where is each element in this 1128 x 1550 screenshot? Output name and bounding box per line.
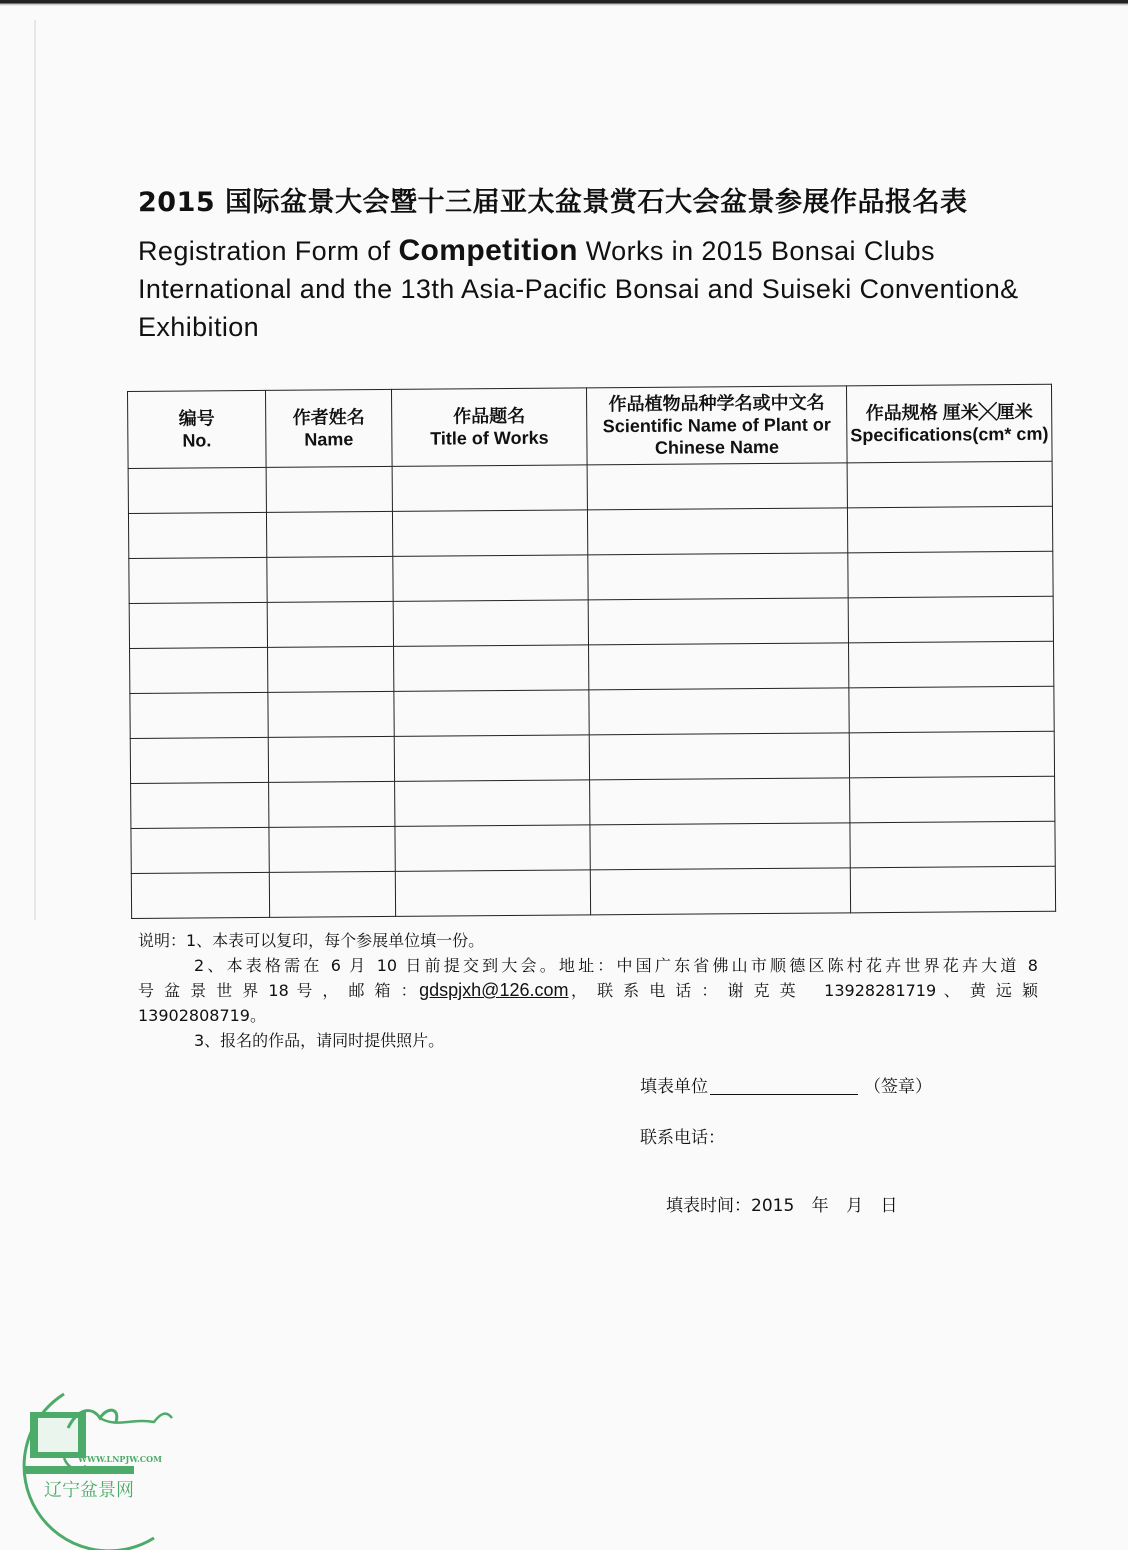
- date-label: 填表时间：2015 年 月 日: [666, 1196, 898, 1216]
- table-cell[interactable]: [587, 463, 847, 510]
- table-cell[interactable]: [849, 686, 1054, 733]
- table-cell[interactable]: [590, 778, 850, 825]
- column-header-en: Scientific Name of Plant or Chinese Name: [602, 414, 831, 458]
- column-header-en: No.: [182, 430, 212, 451]
- table-body: [128, 461, 1056, 918]
- unit-blank-line[interactable]: [710, 1094, 858, 1095]
- column-header-cn: 作品规格 厘米╳厘米: [865, 401, 1033, 424]
- table-cell[interactable]: [587, 508, 847, 555]
- table-cell[interactable]: [394, 690, 589, 737]
- title-english-post: Works in 2015 Bonsai Clubs International and the 13th Asia-Pacific Bonsai and Suiseki Convention& Exhibition: [138, 236, 1019, 342]
- phone-label: 联系电话：: [640, 1128, 725, 1148]
- column-header-cn: 作品题名: [453, 405, 526, 427]
- table-cell[interactable]: [590, 823, 850, 870]
- scan-edge-left: [34, 20, 36, 920]
- table-cell[interactable]: [848, 596, 1053, 643]
- column-header-en: Specifications(cm* cm): [850, 423, 1049, 446]
- table-cell[interactable]: [131, 782, 269, 828]
- table-cell[interactable]: [850, 821, 1055, 868]
- table-row: [130, 731, 1054, 783]
- table-cell[interactable]: [392, 465, 587, 512]
- table-cell[interactable]: [589, 733, 849, 780]
- column-header-cn: 作者姓名: [292, 407, 365, 428]
- table-cell[interactable]: [395, 780, 590, 827]
- table-cell[interactable]: [268, 736, 394, 782]
- table-row: [128, 461, 1052, 513]
- column-header-name: [265, 389, 392, 467]
- table-cell[interactable]: [268, 646, 394, 692]
- note-line-5: 3、报名的作品，请同时提供照片。: [194, 1031, 445, 1050]
- table-cell[interactable]: [847, 506, 1052, 553]
- table-cell[interactable]: [266, 466, 392, 512]
- table-cell[interactable]: [850, 776, 1055, 823]
- table-cell[interactable]: [269, 781, 395, 827]
- note-line-1: 说明：1、本表可以复印，每个参展单位填一份。: [138, 931, 485, 950]
- note-line-4: 13902808719。: [138, 1006, 266, 1025]
- table-cell[interactable]: [268, 691, 394, 737]
- note-line-3: [138, 978, 1038, 1003]
- table-cell[interactable]: [847, 461, 1052, 508]
- watermark-logo: [4, 1388, 194, 1550]
- table-cell[interactable]: [394, 645, 589, 692]
- table-row: [131, 776, 1055, 828]
- table-cell[interactable]: [589, 643, 849, 690]
- table-cell[interactable]: [131, 827, 269, 873]
- column-header-cn: 编号: [178, 408, 215, 429]
- table-cell[interactable]: [588, 553, 848, 600]
- table-row: [129, 596, 1053, 648]
- table-cell[interactable]: [392, 510, 587, 557]
- table-cell[interactable]: [269, 826, 395, 872]
- table-cell[interactable]: [393, 555, 588, 602]
- table-cell[interactable]: [266, 511, 392, 557]
- watermark-base-bar: [24, 1466, 134, 1474]
- scan-edge-top: [0, 0, 1128, 6]
- table-cell[interactable]: [267, 601, 393, 647]
- table-cell[interactable]: [131, 872, 269, 918]
- table-cell[interactable]: [395, 825, 590, 872]
- column-header-specifications: [846, 384, 1052, 463]
- title-chinese: 2015 国际盆景大会暨十三届亚太盆景赏石大会盆景参展作品报名表: [138, 187, 968, 218]
- title-english-bold: Competition: [398, 234, 578, 267]
- note-line-3-post: ， 联 系 电 话 ： 谢 克 英 13928281719 、 黄 远 颖: [568, 981, 1038, 1000]
- seal-label: （签章）: [864, 1077, 932, 1097]
- table-header-row: [128, 384, 1053, 468]
- column-header-title: [391, 388, 587, 467]
- column-header-cn: 作品植物品种学名或中文名: [608, 392, 825, 415]
- table-cell[interactable]: [267, 556, 393, 602]
- table-cell[interactable]: [588, 598, 848, 645]
- notes-section: [138, 928, 1038, 1053]
- table-cell[interactable]: [590, 868, 850, 915]
- unit-label: 填表单位: [640, 1077, 708, 1097]
- table-row: [131, 866, 1055, 918]
- table-cell[interactable]: [129, 557, 267, 603]
- column-header-en: Title of Works: [430, 427, 549, 449]
- column-header-no: [128, 390, 267, 468]
- column-header-plant-name: [586, 386, 847, 465]
- email-link[interactable]: gdspjxh@126.com: [419, 980, 569, 1000]
- table-row: [130, 641, 1054, 693]
- registration-table: [127, 384, 1056, 919]
- table-cell[interactable]: [128, 512, 266, 558]
- table-cell[interactable]: [130, 737, 268, 783]
- watermark-name: 辽宁盆景网: [44, 1480, 134, 1501]
- table-cell[interactable]: [848, 551, 1053, 598]
- column-header-en: Name: [304, 429, 354, 450]
- table-row: [129, 551, 1053, 603]
- table-cell[interactable]: [130, 692, 268, 738]
- table-cell[interactable]: [849, 641, 1054, 688]
- note-line-2: 2、本表格需在 6 月 10 日前提交到大会。地址：中国广东省佛山市顺德区陈村花卉世界花卉大道 8: [194, 956, 1038, 975]
- table-cell[interactable]: [850, 866, 1055, 913]
- table-cell[interactable]: [849, 731, 1054, 778]
- table-cell[interactable]: [129, 602, 267, 648]
- table-row: [131, 821, 1055, 873]
- title-english: [138, 232, 1038, 346]
- table-row: [128, 506, 1052, 558]
- table-cell[interactable]: [130, 647, 268, 693]
- signature-scribble-icon: [100, 1414, 172, 1423]
- table-cell[interactable]: [589, 688, 849, 735]
- table-cell[interactable]: [128, 467, 266, 513]
- table-cell[interactable]: [393, 600, 588, 647]
- title-english-pre: Registration Form of: [138, 236, 399, 266]
- sign-unit-row: [640, 1072, 932, 1097]
- note-line-3-pre: 号 盆 景 世 界 18 号 ， 邮 箱 ：: [138, 981, 420, 1000]
- table-cell[interactable]: [395, 870, 590, 917]
- watermark-url: WWW.LNPJW.COM: [78, 1454, 162, 1464]
- table-cell[interactable]: [394, 735, 589, 782]
- table-row: [130, 686, 1054, 738]
- table-cell[interactable]: [269, 871, 395, 917]
